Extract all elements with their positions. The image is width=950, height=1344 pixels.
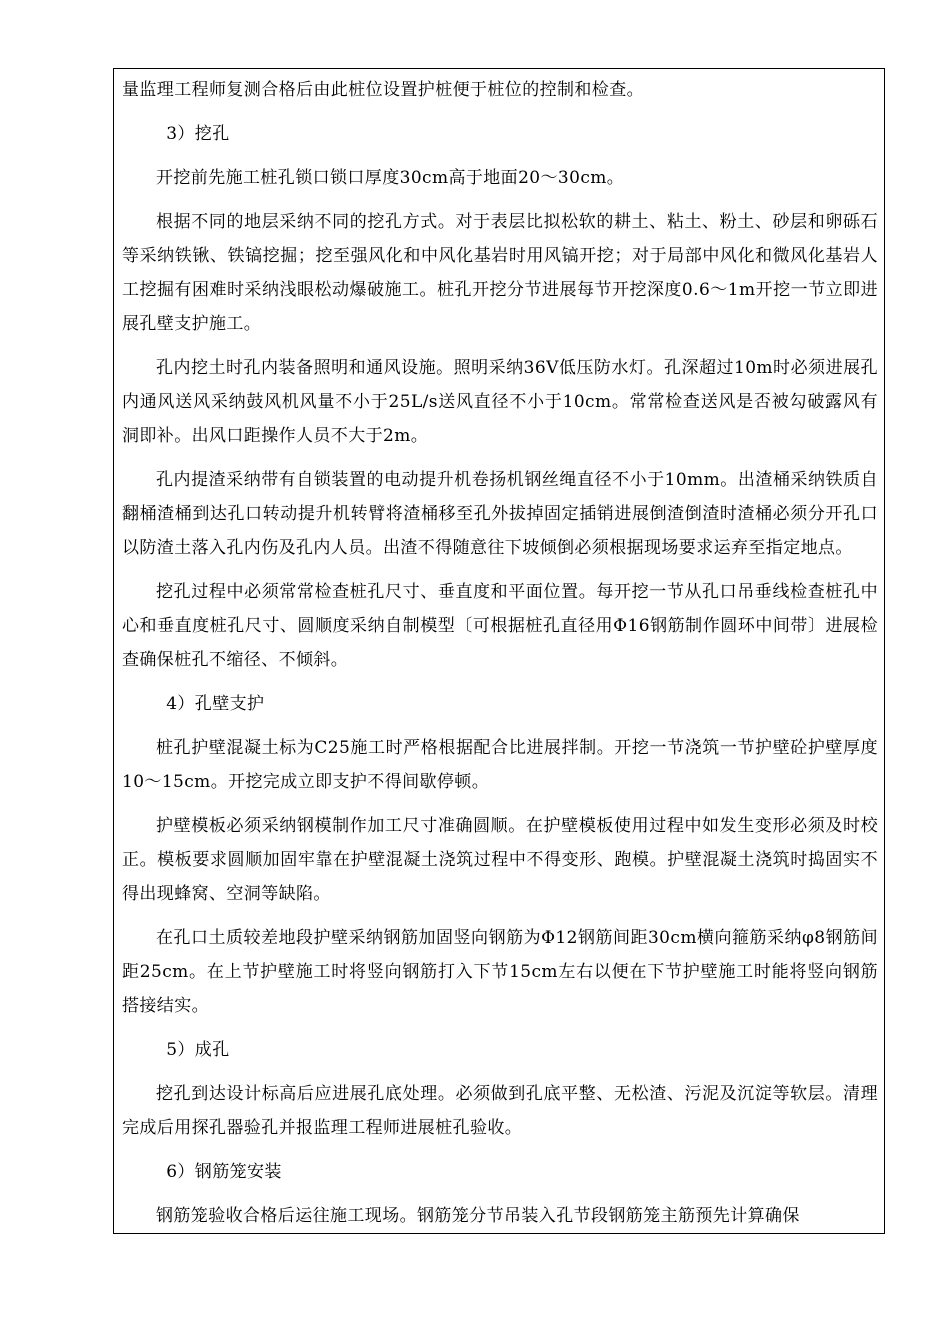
paragraph-inspection: 挖孔过程中必须常常检查桩孔尺寸、垂直度和平面位置。每开挖一节从孔口吊垂线检查桩孔中心和垂直度桩孔尺寸、圆顺度采纳自制模型〔可根据桩孔直径用Φ16钢筋制作圆环中间带〕进展检查确保桩孔不缩径、不倾斜。 (122, 582, 878, 670)
document-body (122, 73, 878, 1234)
paragraph-locking-collar: 开挖前先施工桩孔锁口锁口厚度30cm高于地面20～30cm。 (156, 168, 625, 188)
paragraph-cage-installation: 钢筋笼验收合格后运往施工现场。钢筋笼分节吊装入孔节段钢筋笼主筋预先计算确保 (156, 1206, 800, 1226)
paragraph-digging-methods: 根据不同的地层采纳不同的挖孔方式。对于表层比拟松软的耕土、粘土、粉土、砂层和卵砾石等采纳铁锹、铁镐挖掘；挖至强风化和中风化基岩时用风镐开挖；对于局部中风化和微风化基岩人工挖掘有困难时采纳浅眼松动爆破施工。桩孔开挖分节进展每节开挖深度0.6～1m开挖一节立即进展孔壁支护施工。 (122, 212, 878, 334)
section-heading-cage-installation: 6）钢筋笼安装 (166, 1162, 282, 1182)
paragraph-hole-bottom: 挖孔到达设计标高后应进展孔底处理。必须做到孔底平整、无松渣、污泥及沉淀等软层。清理完成后用探孔器验孔并报监理工程师进展桩孔验收。 (122, 1084, 878, 1138)
section-heading-hole-completion: 5）成孔 (166, 1040, 230, 1060)
section-heading-wall-support: 4）孔壁支护 (166, 694, 265, 714)
paragraph-spoil-removal: 孔内提渣采纳带有自锁装置的电动提升机卷扬机钢丝绳直径不小于10mm。出渣桶采纳铁质自翻桶渣桶到达孔口转动提升机转臂将渣桶移至孔外拔掉固定插销进展倒渣倒渣时渣桶必须分开孔口以防渣土落入孔内伤及孔内人员。出渣不得随意往下坡倾倒必须根据现场要求运弃至指定地点。 (122, 470, 878, 558)
paragraph-lighting-ventilation: 孔内挖土时孔内装备照明和通风设施。照明采纳36V低压防水灯。孔深超过10m时必须进展孔内通风送风采纳鼓风机风量不小于25L/s送风直径不小于10cm。常常检查送风是否被勾破露风有洞即补。出风口距操作人员不大于2m。 (122, 358, 878, 446)
paragraph-wall-concrete: 桩孔护壁混凝土标为C25施工时严格根据配合比进展拌制。开挖一节浇筑一节护壁砼护壁厚度10～15cm。开挖完成立即支护不得间歇停顿。 (122, 738, 878, 792)
section-heading-digging: 3）挖孔 (166, 124, 230, 144)
paragraph-reinforcement: 在孔口土质较差地段护壁采纳钢筋加固竖向钢筋为Φ12钢筋间距30cm横向箍筋采纳φ8钢筋间距25cm。在上节护壁施工时将竖向钢筋打入下节15cm左右以便在下节护壁施工时能将竖向钢筋搭接结实。 (122, 928, 878, 1016)
paragraph-continuation: 量监理工程师复测合格后由此桩位设置护桩便于桩位的控制和检查。 (122, 80, 644, 100)
paragraph-formwork: 护壁模板必须采纳钢模制作加工尺寸准确圆顺。在护壁模板使用过程中如发生变形必须及时校正。模板要求圆顺加固牢靠在护壁混凝土浇筑过程中不得变形、跑模。护壁混凝土浇筑时捣固实不得出现蜂窝、空洞等缺陷。 (122, 816, 878, 904)
document-border-frame (113, 68, 885, 1234)
